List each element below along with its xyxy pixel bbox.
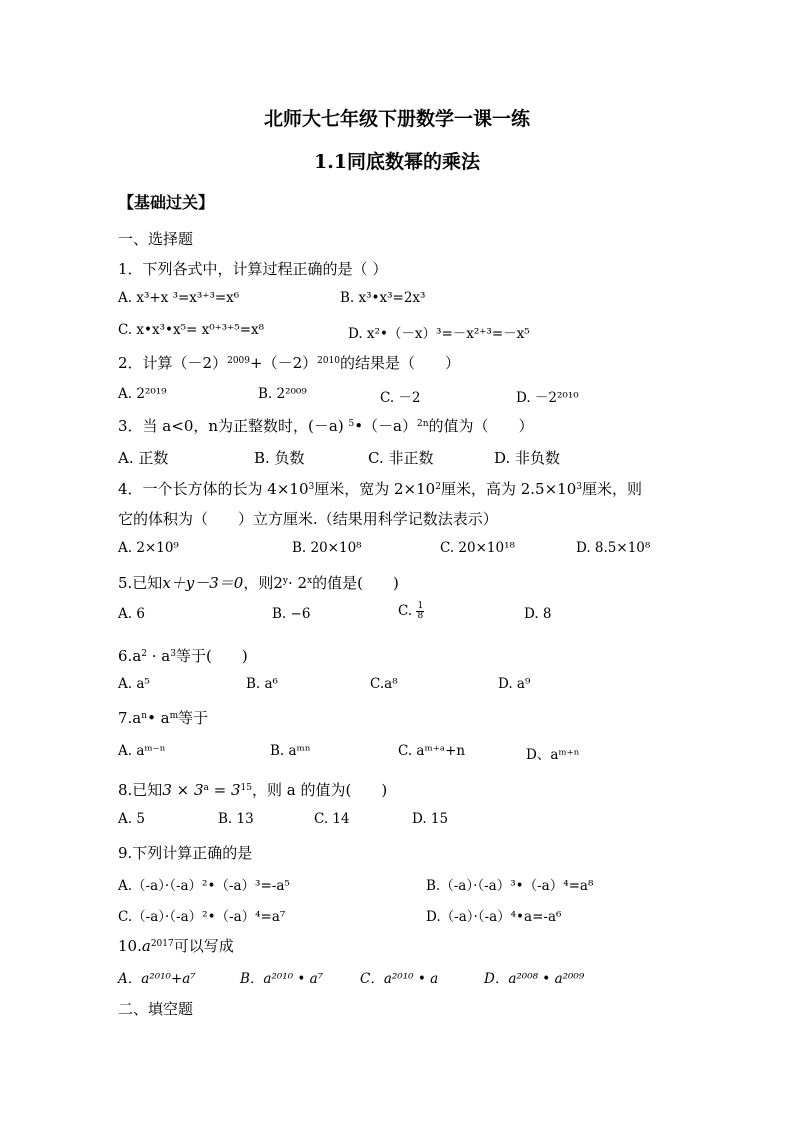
q2-option-c: C. －2 [380,390,421,406]
q6-option-b: B. a⁶ [246,676,278,692]
question-9-stem: 9.下列计算正确的是 [118,844,253,862]
q4-option-c: C. 20×10¹⁸ [440,540,515,556]
q3-option-d: D. 非负数 [494,449,561,467]
section-choice: 一、选择题 [118,230,194,248]
q1-option-b: B. x³•x³=2x³ [340,290,426,306]
question-2-stem: 2．计算$(-2)^{2009}+(-2)^{2010}$的结果是（ ） [118,354,461,372]
question-6-stem: $6.a^2 \cdot a^3$等于( ) [118,647,248,665]
q7-option-a: A. aᵐ⁻ⁿ [118,743,166,759]
q10-option-a: A．a²⁰¹⁰+a⁷ [118,971,196,987]
q1-option-d: D. x²•（－x）³=－x²⁺³=－x⁵ [348,326,530,342]
q2-option-a: A. 2²⁰¹⁹ [118,386,167,402]
q2-option-b: B. 2²⁰⁰⁹ [258,386,307,402]
section-fill: 二、填空题 [118,1000,194,1018]
page-subtitle: 1.1同底数幂的乘法 [313,151,481,173]
q2-option-d: D. －2²⁰¹⁰ [516,390,579,406]
q9-option-b: B.（-a）·（-a）³•（-a）⁴=a⁸ [426,878,594,894]
question-1-stem: 1．下列各式中，计算过程正确的是（ ） [118,260,388,278]
q5-option-c: C. $\frac{1}{8}$ [398,601,424,621]
page-title: 北师大七年级下册数学一课一练 [263,108,530,130]
q10-option-b: B．a²⁰¹⁰ • a⁷ [240,971,324,987]
q6-option-a: A. a⁵ [118,676,150,692]
q3-option-a: A. 正数 [118,449,169,467]
q5-option-b: B. −6 [272,606,311,622]
q8-option-d: D. 15 [412,811,449,827]
question-4-stem-line1: 4．一个长方体的长为 $4\times 10^3$厘米，宽为 $2\times 10^2$厘米，高为 $2.5\times 10^3$厘米，则 [118,480,642,498]
q5-option-a: A. 6 [118,606,145,622]
section-basic: 【基础过关】 [118,193,215,212]
q9-option-a: A.（-a）·（-a）²•（-a）³=-a⁵ [118,878,290,894]
q7-option-d: D、aᵐ⁺ⁿ [526,747,580,763]
q7-option-b: B. aᵐⁿ [270,743,311,759]
question-5-stem: 5.已知x＋y－3＝0，则$2^y\cdot 2^x$的值是( ) [118,574,399,592]
q1-option-a: A. x³+x ³=x³⁺³=x⁶ [118,290,240,306]
question-7-stem: $7.a^n•$ $a^m$等于 [118,709,209,727]
q8-option-c: C. 14 [314,811,350,827]
q1-option-c: C. x•x³•x⁵= x⁰⁺³⁺⁵=x⁸ [118,322,265,338]
question-10-stem: $10.a^{2017}$可以写成 [118,937,234,955]
q9-option-c: C.（-a）·（-a）²•（-a）⁴=a⁷ [118,909,286,925]
q8-option-a: A. 5 [118,811,145,827]
q10-option-d: D．a²⁰⁰⁸ • a²⁰⁰⁹ [484,971,585,987]
q6-option-c: C.a⁸ [370,676,398,692]
q7-option-c: C. aᵐ⁺ᵃ+n [398,743,466,759]
q4-option-d: D. 8.5×10⁸ [576,540,651,556]
q5-option-d: D. 8 [524,606,552,622]
q9-option-d: D.（-a）·（-a）⁴•a=-a⁶ [426,909,562,925]
q3-option-b: B. 负数 [254,449,305,467]
q6-option-d: D. a⁹ [498,676,531,692]
question-4-stem-line2: 它的体积为（ ）立方厘米.（结果用科学记数法表示） [118,510,498,528]
q3-option-c: C. 非正数 [368,449,434,467]
q10-option-c: C．a²⁰¹⁰ • a [360,971,439,987]
q4-option-b: B. 20×10⁸ [292,540,362,556]
q5-fraction: $\frac{1}{8}$ [417,601,424,621]
q4-option-a: A. 2×10⁹ [118,540,179,556]
q8-option-b: B. 13 [218,811,254,827]
question-8-stem: 8.已知$3 \times 3^a = 3^{15}$，则 a 的值为( ) [118,781,388,799]
question-3-stem: 3．当 a<0，n为正整数时，(－a) $^5•(-a)^{2n}$的值为（ ） [118,417,534,435]
